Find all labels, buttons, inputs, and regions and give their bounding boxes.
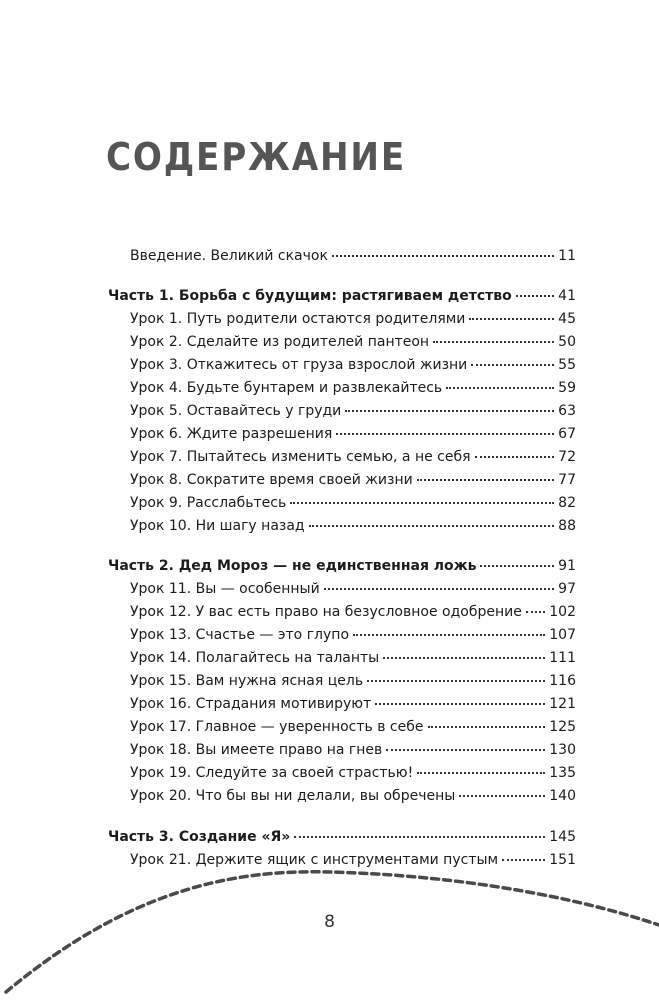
lesson-label: Урок 17. Главное — уверенность в себе (130, 719, 424, 735)
lesson-label: Урок 14. Полагайтесь на таланты (130, 650, 380, 666)
lesson-label: Урок 7. Пытайтесь изменить семью, а не себя (130, 449, 471, 465)
lesson-page: 140 (549, 788, 576, 804)
lesson-page: 59 (558, 380, 576, 396)
lesson-label: Урок 9. Расслабьтесь (130, 495, 287, 511)
part-label: Часть 2. Дед Мороз — не единственная ложь (108, 558, 477, 574)
lesson-page: 50 (558, 334, 576, 350)
entry-page: 11 (558, 248, 576, 264)
page-number: 8 (324, 912, 335, 932)
page-title: СОДЕРЖАНИЕ (106, 135, 407, 179)
part-label: Часть 1. Борьба с будущим: растягиваем детство (108, 288, 512, 304)
lesson-label: Урок 1. Путь родители остаются родителями (130, 311, 466, 327)
lesson-page: 111 (549, 650, 576, 666)
lesson-label: Урок 21. Держите ящик с инструментами пустым (130, 852, 499, 868)
lesson-page: 107 (549, 627, 576, 643)
lesson-page: 97 (558, 581, 576, 597)
lesson-page: 45 (558, 311, 576, 327)
lesson-page: 151 (549, 852, 576, 868)
lesson-page: 135 (549, 765, 576, 781)
lesson-label: Урок 19. Следуйте за своей страстью! (130, 765, 414, 781)
lesson-page: 77 (558, 472, 576, 488)
lesson-label: Урок 11. Вы — особенный (130, 581, 320, 597)
lesson-label: Урок 16. Страдания мотивируют (130, 696, 372, 712)
lesson-page: 102 (549, 604, 576, 620)
part-page: 91 (558, 558, 576, 574)
lesson-label: Урок 8. Сократите время своей жизни (130, 472, 413, 488)
entry-label: Введение. Великий скачок (130, 248, 328, 264)
lesson-page: 72 (558, 449, 576, 465)
lesson-page: 55 (558, 357, 576, 373)
lesson-label: Урок 2. Сделайте из родителей пантеон (130, 334, 430, 350)
lesson-label: Урок 6. Ждите разрешения (130, 426, 333, 442)
lesson-label: Урок 12. У вас есть право на безусловное одобрение (130, 604, 522, 620)
lesson-page: 116 (549, 673, 576, 689)
lesson-page: 130 (549, 742, 576, 758)
lesson-label: Урок 15. Вам нужна ясная цель (130, 673, 364, 689)
lesson-label: Урок 13. Счастье — это глупо (130, 627, 350, 643)
part-label: Часть 3. Создание «Я» (108, 829, 291, 845)
lesson-page: 88 (558, 518, 576, 534)
lesson-label: Урок 18. Вы имеете право на гнев (130, 742, 383, 758)
lesson-label: Урок 4. Будьте бунтарем и развлекайтесь (130, 380, 443, 396)
part-page: 145 (549, 829, 576, 845)
lesson-page: 121 (549, 696, 576, 712)
lesson-page: 63 (558, 403, 576, 419)
lesson-page: 82 (558, 495, 576, 511)
lesson-label: Урок 5. Оставайтесь у груди (130, 403, 342, 419)
part-page: 41 (558, 288, 576, 304)
lesson-label: Урок 10. Ни шагу назад (130, 518, 305, 534)
lesson-page: 125 (549, 719, 576, 735)
lesson-label: Урок 3. Откажитесь от груза взрослой жизни (130, 357, 468, 373)
lesson-label: Урок 20. Что бы вы ни делали, вы обречены (130, 788, 456, 804)
lesson-page: 67 (558, 426, 576, 442)
